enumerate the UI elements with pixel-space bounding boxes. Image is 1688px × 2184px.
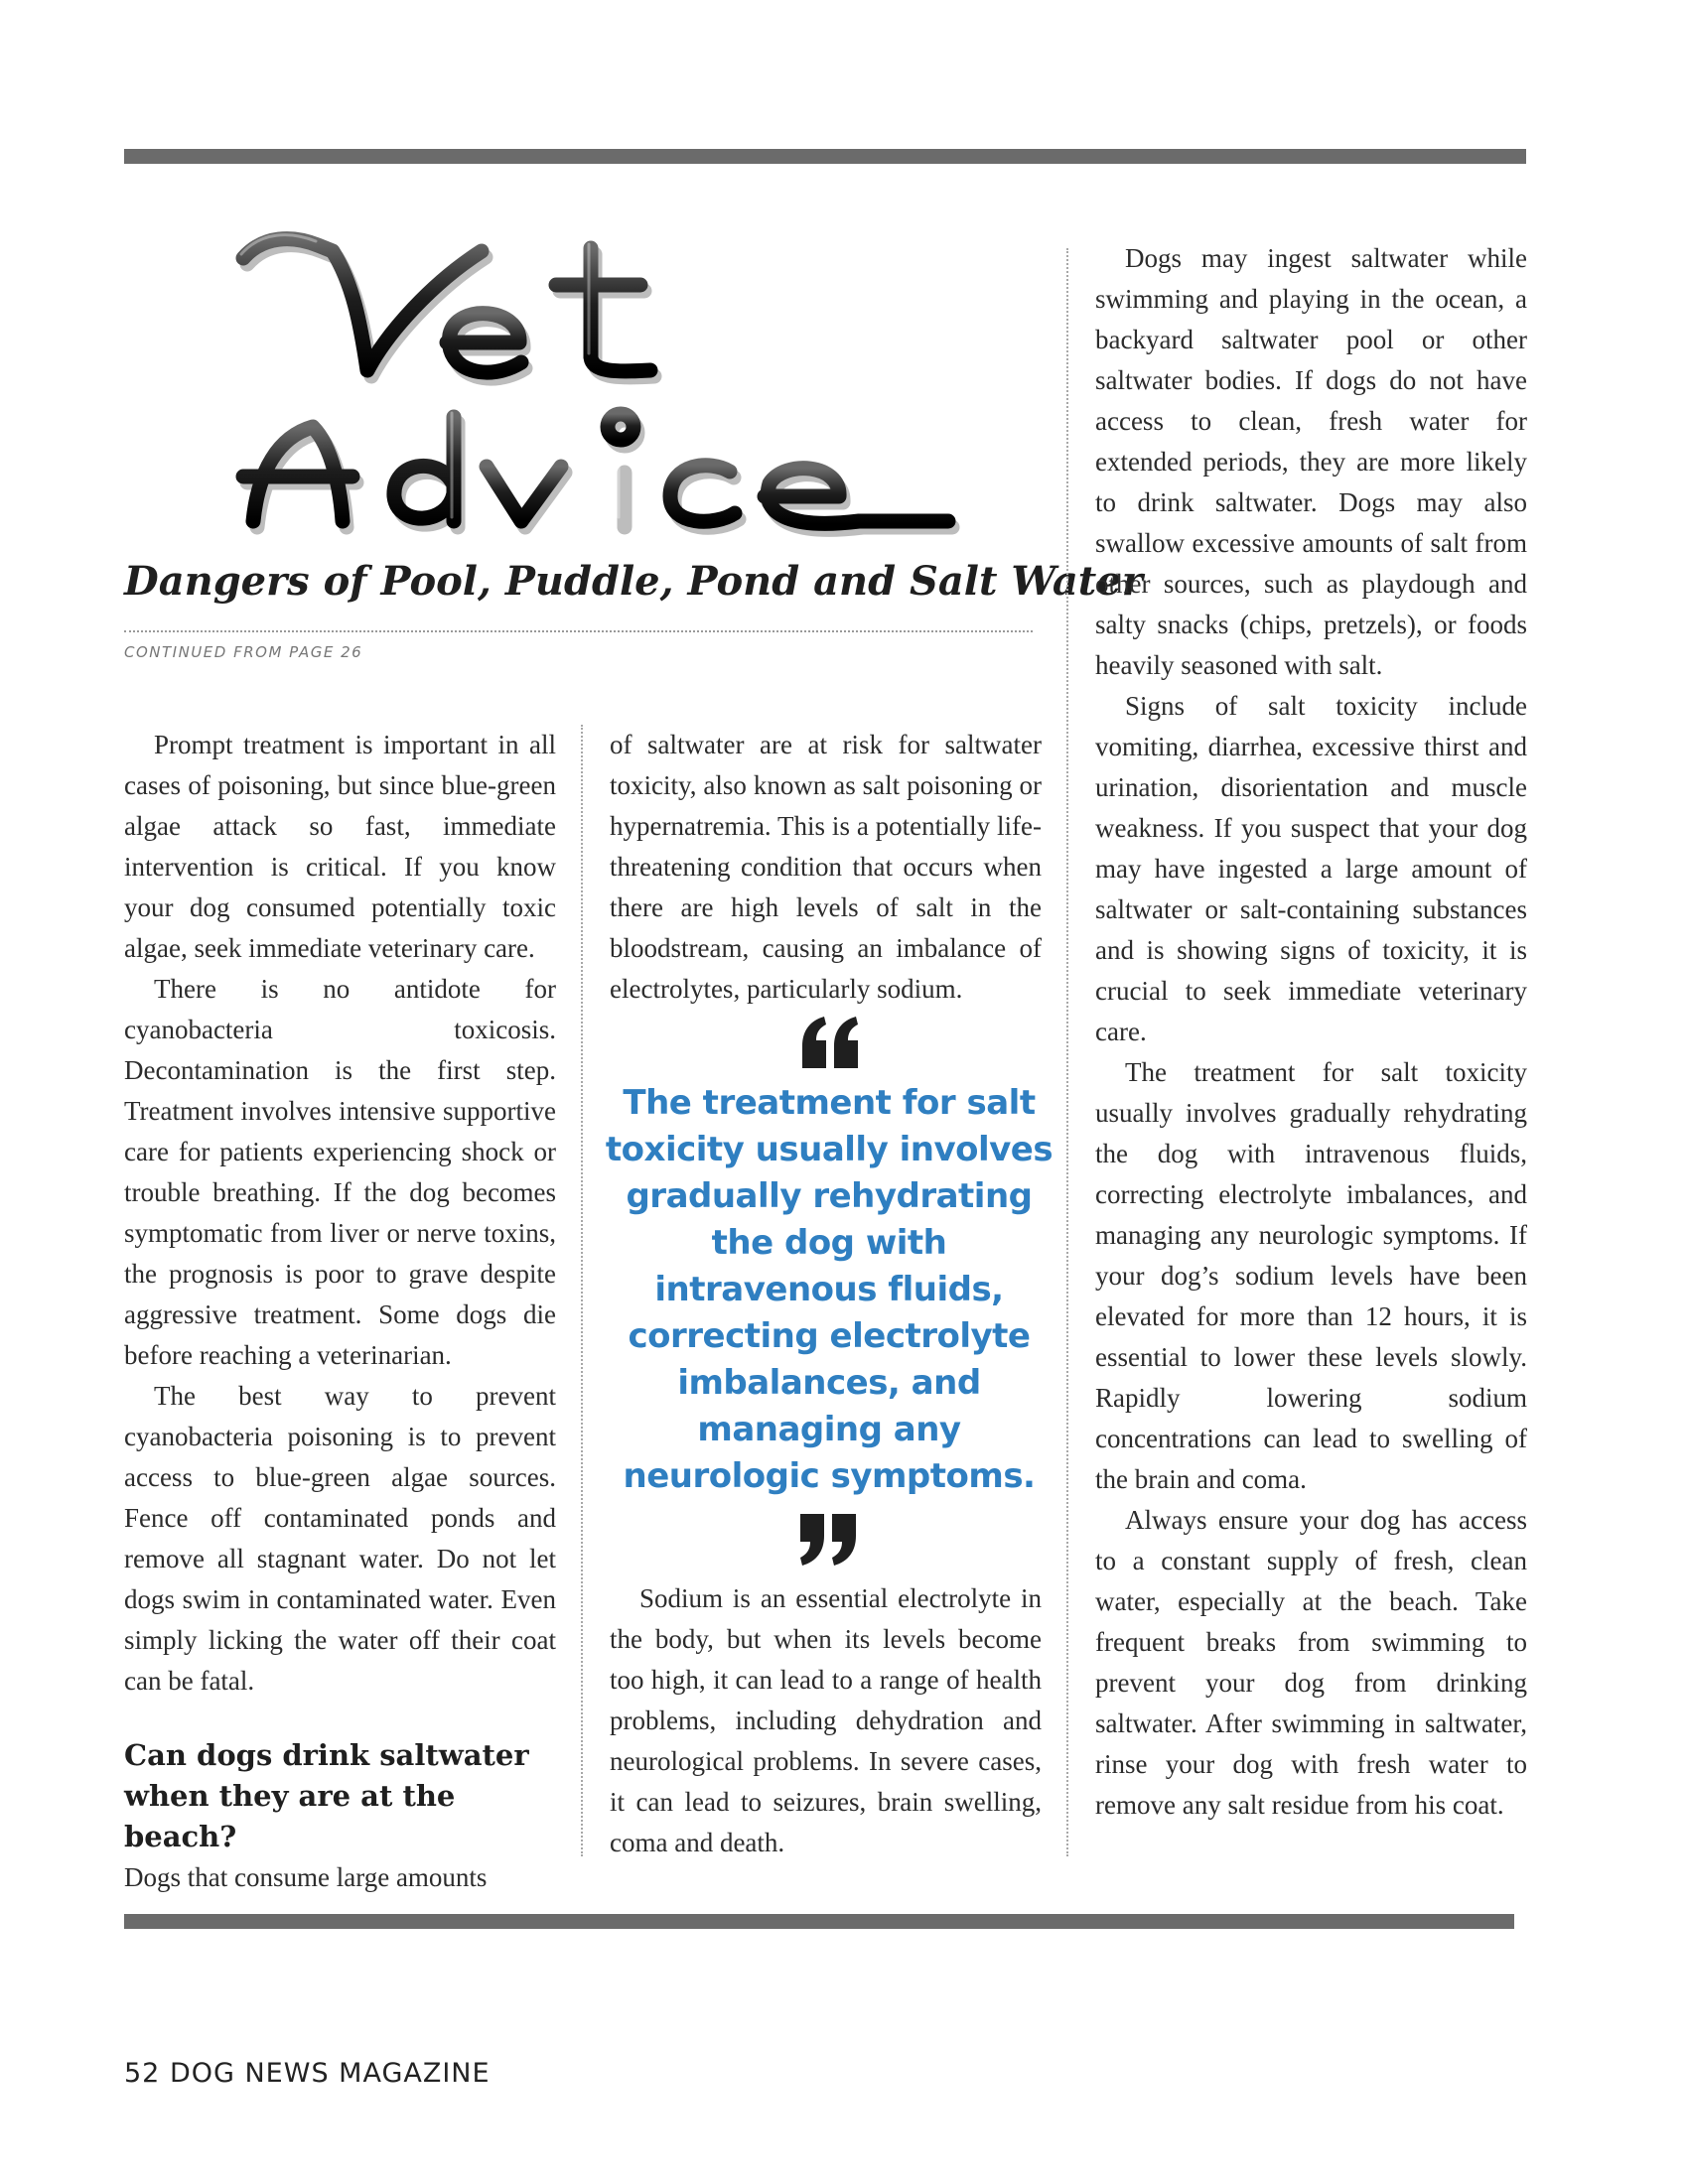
article-column-3 [1095,238,1527,1826]
continued-from-label: CONTINUED FROM PAGE 26 [124,643,363,661]
paragraph: The best way to prevent cyanobacteria poisoning is to prevent access to blue-green algae sources. Fence off contaminated ponds and remove all stagnant water. Do not let dogs swim in contaminated water. Even simply licking the water off their coat can be fatal. [124,1381,556,1696]
paragraph: Prompt treatment is important in all cases of poisoning, but since blue-green algae attack so fast, immediate intervention is critical. If you know your dog consumed potentially toxic algae, seek immediate veterinary care. [124,730,556,963]
pull-quote-text: The treatment for salt toxicity usually involves gradually rehydrating the dog with intravenous fluids, correcting electrolyte imbalances, and managing any neurologic symptoms. [605,1083,1054,1496]
page-footer: 52 DOG NEWS MAGAZINE [124,2058,491,2089]
continued-divider [124,630,1033,632]
bottom-rule [124,1914,1514,1929]
paragraph: Dogs that consume large amounts [124,1862,488,1892]
paragraph: of saltwater are at risk for saltwater toxicity, also known as salt poisoning or hypernatremia. This is a potentially life-threatening condition that occurs when there are high levels of salt in the bloodstream, causing an imbalance of electrolytes, particularly sodium. [610,730,1042,1004]
top-rule [124,149,1526,164]
paragraph: There is no antidote for cyanobacteria toxicosis. Decontamination is the first step. Treatment involves intensive supportive care for patients experiencing shock or trouble breathing. If the dog becomes symptomatic from liver or nerve toxins, the prognosis is poor to grave despite aggressive treatment. Some dogs die before reaching a veterinarian. [124,974,556,1370]
paragraph: Always ensure your dog has access to a constant supply of fresh, clean water, especially at the beach. Take frequent breaks from swimming to prevent your dog from drinking saltwater. After swimming in saltwater, rinse your dog with fresh water to remove any salt residue from his coat. [1095,1505,1527,1820]
close-quote-icon [794,1510,864,1570]
paragraph: The treatment for salt toxicity usually involves gradually rehydrating the dog with intravenous fluids, correcting electrolyte imbalances, and managing any neurologic symptoms. If your dog’s sodium levels have been elevated for more than 12 hours, it is essential to lower these levels slowly. Rapidly lowering sodium concentrations can lead to swelling of the brain and coma. [1095,1057,1527,1494]
article-column-2-bottom [610,1578,1042,1863]
paragraph: Dogs may ingest saltwater while swimming and playing in the ocean, a backyard saltwater pool or other saltwater bodies. If dogs do not have access to clean, fresh water for extended periods, they are more likely to drink saltwater. Dogs may also swallow excessive amounts of salt from other sources, such as playdough and salty snacks (chips, pretzels), or foods heavily seasoned with salt. [1095,243,1527,680]
column-divider-2 [1066,248,1068,1856]
column-divider-1 [581,725,583,1856]
article-column-1 [124,725,556,1898]
article-subtitle: Dangers of Pool, Puddle, Pond and Salt Water [124,558,1143,605]
paragraph: Sodium is an essential electrolyte in the body, but when its levels become too high, it can lead to a range of health problems, including dehydration and neurological problems. In severe cases, it can lead to seizures, brain swelling, coma and death. [610,1583,1042,1857]
open-quote-icon [794,1013,864,1072]
article-column-2-top [610,725,1042,1010]
vet-advice-title-art [223,223,968,551]
paragraph: Signs of salt toxicity include vomiting, diarrhea, excessive thirst and urination, disorientation and muscle weakness. If you suspect that your dog may have ingested a large amount of saltwater or salt-containing substances and is showing signs of toxicity, it is crucial to seek immediate veterinary care. [1095,691,1527,1046]
section-heading: Can dogs drink saltwater when they are at the beach? [124,1738,529,1853]
pull-quote [596,1013,1062,1570]
